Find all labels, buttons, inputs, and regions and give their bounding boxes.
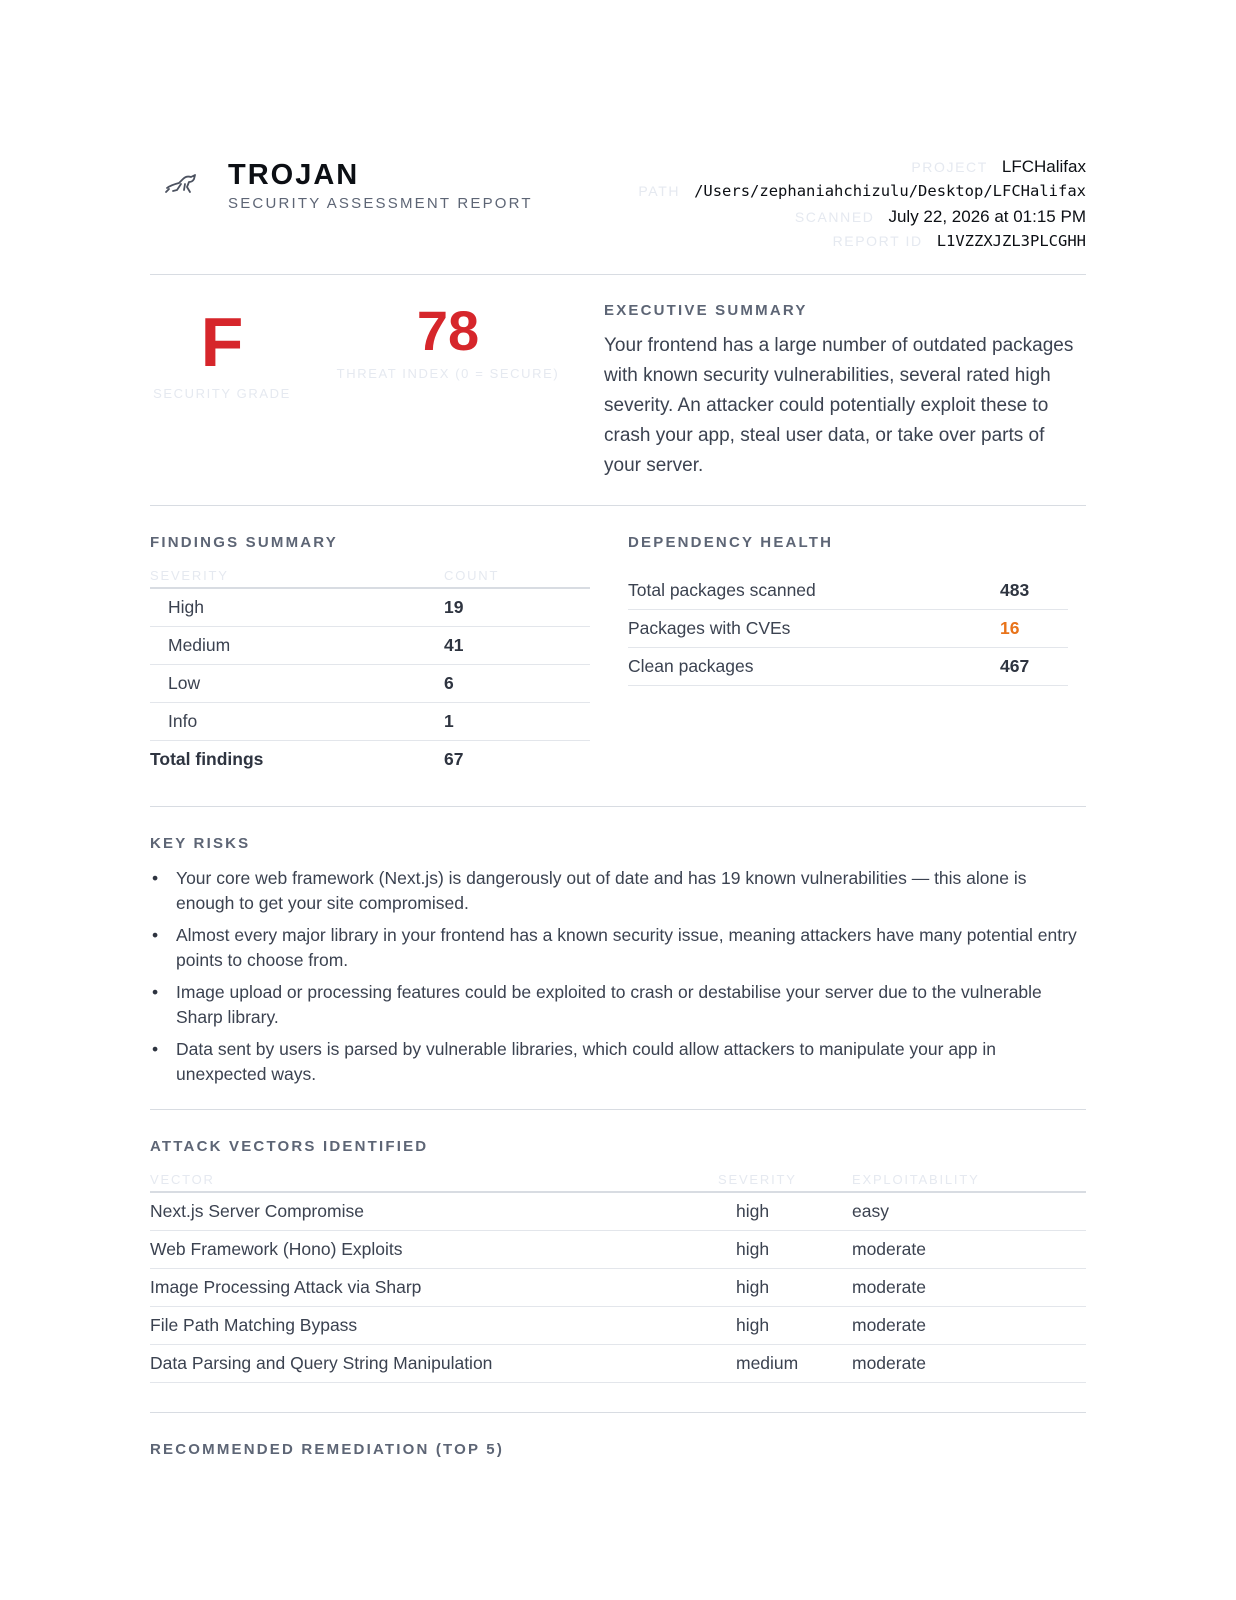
section-title: ATTACK VECTORS IDENTIFIED (150, 1138, 429, 1155)
section-title: DEPENDENCY HEALTH (628, 534, 834, 551)
dependency-value: 16 (1000, 618, 1020, 638)
report-subtitle: SECURITY ASSESSMENT REPORT (228, 195, 533, 212)
table-header (150, 1169, 1086, 1193)
table-row (150, 1269, 1086, 1307)
severity-cell: Info (168, 711, 198, 731)
security-grade (150, 300, 294, 401)
list-item: • Image upload or processing features could be exploited to crash or destabilise your server due to the vulnerable Sharp library. (150, 980, 1086, 1030)
executive-summary (604, 302, 1086, 481)
section-title: KEY RISKS (150, 835, 251, 852)
section-title: EXECUTIVE SUMMARY (604, 302, 808, 319)
meta-report-id (638, 229, 1086, 254)
threat-value: 78 (416, 299, 480, 362)
severity-cell: Medium (168, 635, 231, 655)
dependency-value: 483 (1000, 580, 1030, 600)
meta-scanned (638, 204, 1086, 229)
divider (150, 806, 1086, 807)
dependency-row (628, 572, 1068, 610)
meta-label: PROJECT (911, 159, 988, 175)
exploitability-cell: moderate (852, 1239, 926, 1259)
count-cell: 41 (444, 635, 464, 655)
severity-cell: high (736, 1201, 770, 1221)
vector-cell: Image Processing Attack via Sharp (150, 1277, 422, 1297)
meta-label: SCANNED (794, 209, 875, 225)
list-item: • Your core web framework (Next.js) is dangerously out of date and has 19 known vulnerabilities — this alone is enough to get your site compromised. (150, 866, 1086, 916)
vector-cell: Web Framework (Hono) Exploits (150, 1239, 403, 1259)
grade-label: SECURITY GRADE (153, 386, 291, 401)
threat-label: THREAT INDEX (0 = SECURE) (336, 366, 560, 381)
table-row (150, 1307, 1086, 1345)
findings-summary (150, 534, 590, 778)
table-row (150, 703, 590, 741)
table-row (150, 627, 590, 665)
risk-list (150, 866, 1086, 1087)
total-value: 67 (444, 749, 464, 769)
severity-cell: high (736, 1239, 770, 1259)
total-row (150, 741, 590, 778)
meta-project (638, 154, 1086, 179)
total-label: Total findings (150, 749, 264, 769)
attack-vectors (150, 1138, 1086, 1383)
meta-value: July 22, 2026 at 01:15 PM (888, 207, 1086, 226)
column-header: SEVERITY (718, 1172, 797, 1187)
divider (150, 505, 1086, 506)
report-meta (638, 154, 1086, 254)
divider (150, 1412, 1086, 1413)
grade-value: F (200, 303, 244, 381)
meta-value: /Users/zephaniahchizulu/Desktop/LFCHalifax (694, 182, 1086, 200)
dependency-label: Total packages scanned (628, 580, 816, 600)
meta-label: REPORT ID (832, 233, 923, 249)
dependency-label: Packages with CVEs (628, 618, 791, 638)
severity-cell: high (736, 1277, 770, 1297)
table-header (150, 565, 590, 589)
dependency-value: 467 (1000, 656, 1030, 676)
remediation-section (150, 1441, 504, 1458)
dependency-row (628, 648, 1068, 686)
section-title: FINDINGS SUMMARY (150, 534, 338, 551)
table-row (150, 1345, 1086, 1383)
meta-path (638, 179, 1086, 204)
meta-value: L1VZZXJZL3PLCGHH (936, 232, 1086, 250)
dependency-label: Clean packages (628, 656, 754, 676)
threat-index (326, 298, 570, 381)
table-row (150, 1193, 1086, 1231)
severity-cell: High (168, 597, 204, 617)
section-title: RECOMMENDED REMEDIATION (TOP 5) (150, 1441, 505, 1458)
meta-value: LFCHalifax (1001, 157, 1086, 176)
severity-cell: medium (736, 1353, 799, 1373)
dependency-health (628, 534, 1068, 686)
column-header: SEVERITY (150, 568, 229, 583)
divider (150, 274, 1086, 275)
brand (228, 158, 533, 212)
table-row (150, 1231, 1086, 1269)
executive-text: Your frontend has a large number of outdated packages with known security vulnerabilities, several rated high severity. An attacker could potentially exploit these to crash your app, steal user data, or take over parts of your server. (604, 335, 1074, 476)
exploitability-cell: moderate (852, 1315, 926, 1335)
vector-cell: Data Parsing and Query String Manipulation (150, 1353, 493, 1373)
exploitability-cell: easy (852, 1201, 889, 1221)
table-row (150, 589, 590, 627)
count-cell: 6 (444, 673, 454, 693)
exploitability-cell: moderate (852, 1353, 926, 1373)
horse-icon (164, 168, 198, 196)
severity-cell: high (736, 1315, 770, 1335)
vector-cell: File Path Matching Bypass (150, 1315, 358, 1335)
count-cell: 1 (444, 711, 454, 731)
column-header: COUNT (444, 568, 500, 583)
exploitability-cell: moderate (852, 1277, 926, 1297)
vector-cell: Next.js Server Compromise (150, 1201, 364, 1221)
count-cell: 19 (444, 597, 464, 617)
table-row (150, 665, 590, 703)
dependency-row (628, 610, 1068, 648)
key-risks (150, 835, 1086, 1094)
list-item: • Data sent by users is parsed by vulnerable libraries, which could allow attackers to manipulate your app in unexpected ways. (150, 1037, 1086, 1087)
report-title: TROJAN (228, 159, 360, 191)
column-header: EXPLOITABILITY (852, 1172, 980, 1187)
meta-label: PATH (638, 183, 681, 199)
severity-cell: Low (168, 673, 201, 693)
divider (150, 1109, 1086, 1110)
column-header: VECTOR (150, 1172, 215, 1187)
list-item: • Almost every major library in your frontend has a known security issue, meaning attackers have many potential entry points to choose from. (150, 923, 1086, 973)
